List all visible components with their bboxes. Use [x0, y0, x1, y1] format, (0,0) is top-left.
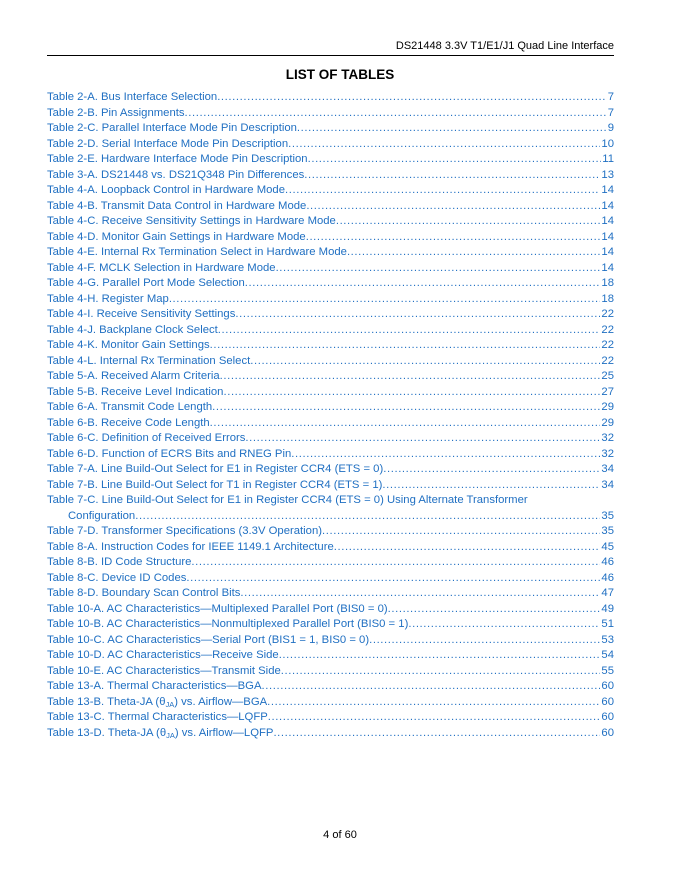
toc-entry-page: 60 [601, 711, 614, 723]
toc-entry-label: Table 4-E. Internal Rx Termination Select in Hardware Mode [47, 246, 347, 258]
leader-dots [383, 462, 600, 478]
toc-entry[interactable] [47, 602, 614, 618]
toc-entry[interactable] [47, 168, 614, 184]
toc-entry-page: 47 [601, 587, 614, 599]
toc-entry-page: 60 [601, 680, 614, 692]
toc-entry[interactable] [47, 633, 614, 649]
toc-entry-label: Table 10-B. AC Characteristics—Nonmultiplexed Parallel Port (BIS0 = 1) [47, 618, 409, 630]
toc-entry[interactable] [47, 137, 614, 153]
leader-dots [408, 617, 600, 633]
toc-entry-label: Table 7-C. Line Build-Out Select for E1 in Register CCR4 (ETS = 0) Using Alternate Transformer [47, 494, 528, 506]
document-header-title: DS21448 3.3V T1/E1/J1 Quad Line Interface [395, 40, 614, 52]
leader-dots [276, 261, 601, 277]
toc-entry[interactable] [47, 540, 614, 556]
toc-entry-label: Table 6-B. Receive Code Length [47, 416, 210, 429]
toc-entry-page: 34 [601, 463, 614, 475]
toc-entry[interactable] [47, 152, 614, 168]
toc-entry-page: 14 [601, 261, 614, 274]
toc-entry-label: Table 8-B. ID Code Structure [47, 556, 192, 568]
leader-dots [220, 369, 601, 385]
toc-entry[interactable] [47, 261, 614, 277]
leader-dots [223, 385, 600, 401]
toc-entry[interactable] [47, 307, 614, 323]
toc-entry-label: Table 13-D. Theta-JA $(\theta_{JA})$ vs. Airflow—LQFP [47, 726, 274, 740]
leader-dots [217, 90, 607, 106]
leader-dots [245, 431, 600, 447]
leader-dots [235, 307, 600, 323]
toc-entry-label: Table 2-D. Serial Interface Mode Pin Description [47, 137, 289, 150]
toc-entry-page: 34 [601, 478, 614, 491]
leader-dots [245, 276, 601, 292]
toc-entry-label: Table 13-C. Thermal Characteristics—LQFP [47, 711, 268, 723]
leader-dots [267, 695, 600, 711]
toc-entry-page: 22 [601, 308, 614, 320]
toc-entry-page: 22 [601, 354, 614, 367]
toc-entry-page: 25 [601, 370, 614, 382]
leader-dots [212, 400, 600, 416]
toc-entry-page: 14 [601, 215, 614, 227]
toc-entry-page: 35 [601, 509, 614, 522]
toc-entry-label: Table 4-G. Parallel Port Mode Selection [47, 277, 245, 289]
leader-dots [250, 354, 600, 370]
toc-entry-label: Table 2-A. Bus Interface Selection [47, 91, 218, 103]
leader-dots [291, 447, 600, 463]
leader-dots [268, 710, 601, 726]
leader-dots [281, 664, 601, 680]
toc-entry-label: Table 4-C. Receive Sensitivity Settings in Hardware Mode [47, 215, 336, 227]
toc-entry-page: 18 [601, 292, 614, 305]
toc-entry-label: Table 6-D. Function of ECRS Bits and RNEG Pin [47, 447, 292, 460]
toc-entry-page: 10 [601, 137, 614, 150]
toc-entry[interactable] [47, 524, 614, 540]
toc-entry[interactable] [47, 385, 614, 401]
toc-entry-page: 60 [601, 726, 614, 739]
toc-entry-page: 32 [601, 447, 614, 460]
leader-dots [210, 338, 601, 354]
toc-entry-label: Table 5-A. Received Alarm Criteria [47, 370, 220, 382]
page-number: 4 of 60 [323, 829, 357, 841]
toc-entry-page: 11 [602, 153, 614, 165]
leader-dots [336, 214, 601, 230]
leader-dots [347, 245, 600, 261]
toc-entry-label: Table 3-A. DS21448 vs. DS21Q348 Pin Differences [47, 168, 305, 181]
toc-entry-page: 51 [601, 618, 614, 630]
toc-entry-label: Table 6-C. Definition of Received Errors [47, 432, 246, 444]
toc-entry-page: 55 [601, 664, 614, 677]
toc-entry[interactable] [47, 462, 614, 478]
toc-entry-page: 27 [601, 385, 614, 398]
toc-entry[interactable] [47, 245, 614, 261]
toc-entry-label: Table 13-B. Theta-JA $(\theta_{JA})$ vs. Airflow—BGA [47, 695, 268, 709]
toc-entry-page: 45 [601, 540, 614, 553]
leader-dots [382, 478, 600, 494]
toc-entry-page: 18 [601, 277, 614, 289]
toc-entry[interactable] [47, 431, 614, 447]
toc-entry-label: Table 4-I. Receive Sensitivity Settings [47, 308, 236, 320]
toc-entry-label: Table 10-A. AC Characteristics—Multiplexed Parallel Port (BIS0 = 0) [47, 602, 388, 615]
toc-entry-page: 54 [601, 649, 614, 661]
toc-entry[interactable] [47, 230, 614, 246]
toc-entry-label: Table 7-D. Transformer Specifications (3.3V Operation) [47, 525, 323, 537]
leader-dots [185, 106, 607, 122]
toc-entry[interactable] [47, 90, 614, 106]
toc-entry-page: 7 [607, 106, 614, 119]
toc-entry-page: 29 [601, 416, 614, 429]
leader-dots [218, 323, 601, 339]
toc-entry-label: Table 4-F. MCLK Selection in Hardware Mode [47, 261, 276, 274]
leader-dots [297, 121, 607, 137]
toc-entry-label: Table 10-E. AC Characteristics—Transmit Side [47, 664, 281, 677]
leader-dots [288, 137, 600, 153]
list-of-tables [47, 90, 614, 741]
toc-entry-page: 7 [607, 91, 614, 103]
toc-entry-label: Table 5-B. Receive Level Indication [47, 385, 224, 398]
toc-entry[interactable] [47, 400, 614, 416]
leader-dots [186, 571, 600, 587]
toc-entry-label: Table 8-C. Device ID Codes [47, 571, 187, 584]
toc-entry-label: Table 4-H. Register Map [47, 292, 169, 305]
toc-entry-page: 46 [601, 556, 614, 568]
toc-entry[interactable] [47, 664, 614, 680]
toc-entry-page: 13 [601, 168, 614, 181]
toc-entry-label: Table 6-A. Transmit Code Length [47, 401, 213, 413]
toc-entry-page: 46 [601, 571, 614, 584]
toc-entry[interactable] [47, 555, 614, 571]
toc-entry-label: Table 4-A. Loopback Control in Hardware Mode [47, 184, 285, 196]
toc-entry-label: Table 8-D. Boundary Scan Control Bits [47, 587, 241, 599]
toc-entry[interactable] [47, 214, 614, 230]
toc-entry-page: 22 [601, 339, 614, 351]
toc-entry-label: Table 13-A. Thermal Characteristics—BGA [47, 680, 262, 692]
toc-entry-7c[interactable] [47, 493, 614, 509]
leader-dots [135, 509, 600, 525]
toc-entry-page: 35 [601, 525, 614, 537]
toc-entry-page: 29 [601, 401, 614, 413]
leader-dots [322, 524, 600, 540]
toc-entry-label: Table 4-J. Backplane Clock Select [47, 323, 218, 336]
toc-entry[interactable] [47, 447, 614, 463]
toc-entry-label: Table 10-D. AC Characteristics—Receive Side [47, 649, 279, 661]
toc-entry[interactable] [47, 369, 614, 385]
header-divider [47, 55, 614, 56]
leader-dots [285, 183, 600, 199]
leader-dots [306, 230, 601, 246]
toc-entry-label: Configuration [68, 509, 136, 522]
leader-dots [334, 540, 601, 556]
toc-entry-page: 14 [601, 199, 614, 212]
toc-entry-label: Table 2-C. Parallel Interface Mode Pin Description [47, 122, 297, 134]
toc-entry[interactable] [47, 617, 614, 633]
toc-entry[interactable] [47, 323, 614, 339]
toc-entry[interactable] [47, 338, 614, 354]
toc-entry[interactable] [47, 679, 614, 695]
toc-entry[interactable] [47, 586, 614, 602]
leader-dots [169, 292, 601, 308]
toc-entry[interactable] [47, 276, 614, 292]
toc-entry[interactable] [47, 478, 614, 494]
toc-entry[interactable] [47, 106, 614, 122]
leader-dots [240, 586, 600, 602]
toc-entry-label: Table 4-B. Transmit Data Control in Hardware Mode [47, 199, 307, 212]
page-title: LIST OF TABLES [285, 67, 395, 82]
toc-entry-label: Table 8-A. Instruction Codes for IEEE 1149.1 Architecture [47, 540, 334, 553]
toc-entry-13d[interactable] [47, 726, 614, 742]
leader-dots [308, 152, 602, 168]
toc-entry-page: 9 [607, 122, 614, 134]
leader-dots [191, 555, 600, 571]
leader-dots [262, 679, 601, 695]
leader-dots [304, 168, 600, 184]
toc-entry-page: 32 [601, 432, 614, 444]
toc-entry-13c[interactable] [47, 710, 614, 726]
toc-entry[interactable] [47, 121, 614, 137]
toc-entry-label: Table 2-B. Pin Assignments [47, 106, 185, 119]
toc-entry-page: 14 [601, 184, 614, 196]
toc-entry[interactable] [47, 292, 614, 308]
toc-entry[interactable] [47, 416, 614, 432]
toc-entry[interactable] [47, 648, 614, 664]
leader-dots [369, 633, 600, 649]
toc-entry-label: Table 7-A. Line Build-Out Select for E1 in Register CCR4 (ETS = 0) [47, 463, 384, 475]
toc-entry-page: 49 [601, 602, 614, 615]
toc-entry-page: 14 [601, 230, 614, 243]
toc-entry-page: 60 [601, 695, 614, 708]
toc-entry-page: 22 [601, 323, 614, 336]
toc-entry[interactable] [47, 571, 614, 587]
toc-entry-label: Table 4-L. Internal Rx Termination Select [47, 354, 251, 367]
leader-dots [273, 726, 600, 742]
toc-entry-label: Table 10-C. AC Characteristics—Serial Port (BIS1 = 1, BIS0 = 0) [47, 633, 370, 646]
toc-entry[interactable] [47, 183, 614, 199]
leader-dots [210, 416, 601, 432]
toc-entry-label: Table 4-K. Monitor Gain Settings [47, 339, 210, 351]
toc-entry-page: 14 [601, 246, 614, 258]
toc-entry[interactable] [47, 354, 614, 370]
toc-entry-label: Table 4-D. Monitor Gain Settings in Hardware Mode [47, 230, 306, 243]
toc-entry-page: 53 [601, 633, 614, 646]
leader-dots [306, 199, 600, 215]
toc-entry-7c-continued[interactable] [47, 509, 614, 525]
toc-entry-13b[interactable] [47, 695, 614, 711]
toc-entry-label: Table 7-B. Line Build-Out Select for T1 in Register CCR4 (ETS = 1) [47, 478, 383, 491]
leader-dots [388, 602, 601, 618]
toc-entry[interactable] [47, 199, 614, 215]
toc-entry-label: Table 2-E. Hardware Interface Mode Pin Description [47, 153, 308, 165]
leader-dots [279, 648, 601, 664]
